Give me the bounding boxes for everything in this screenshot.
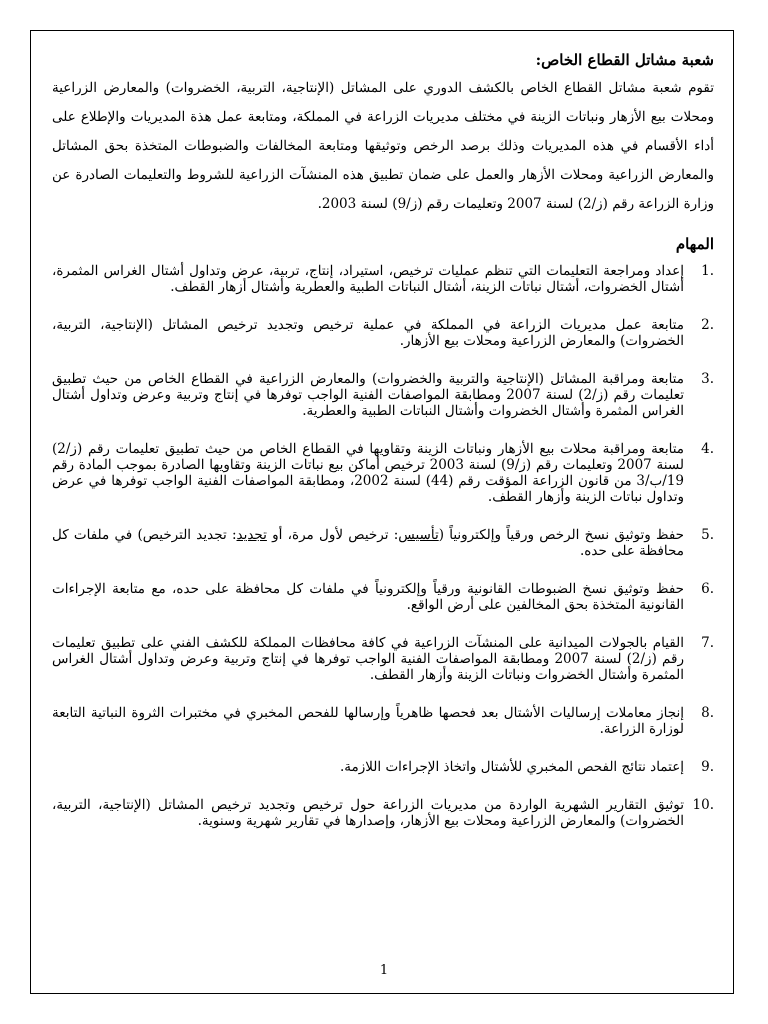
section-title: شعبة مشاتل القطاع الخاص: [535,51,714,69]
task-number: 4. [701,441,714,457]
task-text-part: : تجديد الترخيص) في ملفات كل محافظة على حده. [52,527,684,559]
task-item-3 [52,371,714,419]
task-number: 9. [701,759,714,775]
task-item-2 [52,317,714,349]
task-text: إنجاز معاملات إرساليات الأشتال بعد فحصها ظاهرياً وإرسالها للفحص المخبري في مختبرات الثروة النباتية التابعة لوزارة الزراعة. [52,705,684,737]
task-text: متابعة ومراقبة المشاتل (الإنتاجية والتربية والخضروات) والمعارض الزراعية في القطاع الخاص من حيث تطبيق تعليمات رقم (ز/2) لسنة 2007 ومطابقة المواصفات الفنية الواجب توفرها في إنتاج وتربية وعرض وتداول أشتال الغراس المثمرة وأشتال الخضروات وأشتال النباتات الطبية والعطرية. [52,371,684,419]
task-number: 2. [701,317,714,333]
task-item-6 [52,581,714,613]
task-number: 1. [701,263,714,279]
task-number: 7. [701,635,714,651]
task-item-1 [52,263,714,295]
task-text: إعداد ومراجعة التعليمات التي تنظم عمليات ترخيص، استيراد، إنتاج، تربية، عرض وتداول أشتال الغراس المثمرة، أشتال الخضروات، أشتال نباتات الزينة، أشتال النباتات الطبية والعطرية وأشتال أزهار القطف. [52,263,684,295]
term-establish: تأسيس [398,527,439,543]
task-number: 5. [701,527,714,543]
task-text: توثيق التقارير الشهرية الواردة من مديريات الزراعة حول ترخيص وتجديد ترخيص المشاتل (الإنتاجية، التربية، الخضروات) والمعارض الزراعية ومحلات بيع الأزهار، وإصدارها في تقارير شهرية وسنوية. [52,797,684,829]
task-text: القيام بالجولات الميدانية على المنشآت الزراعية في كافة محافظات المملكة للكشف الفني على تطبيق تعليمات رقم (ز/2) لسنة 2007 ومطابقة المواصفات الفنية الواجب توفرها في إنتاج وتربية وعرض وتداول أشتال الغراس المثمرة وأشتال الخضروات ونباتات الزينة وأزهار القطف. [52,635,684,683]
task-text: متابعة عمل مديريات الزراعة في المملكة في عملية ترخيص وتجديد ترخيص المشاتل (الإنتاجية، التربية، الخضروات) والمعارض الزراعية ومحلات بيع الأزهار. [52,317,684,349]
task-number: 10. [692,797,714,813]
task-item-5 [52,527,714,559]
intro-paragraph: تقوم شعبة مشاتل القطاع الخاص بالكشف الدوري على المشاتل (الإنتاجية، التربية، الخضروات) والمعارض الزراعية ومحلات بيع الأزهار ونباتات الزينة في مختلف مديريات الزراعة في المملكة، ومتابعة عمل هذة المديريات والإطلاع على أداء الأقسام في هذه المديريات وذلك برصد الرخص وتوثيقها ومتابعة المخالفات والضبوطات المتخذة بحق المشاتل والمعارض الزراعية ومحلات الأزهار والعمل على ضمان تطبيق هذه المنشآت الزراعية للشروط والتعليمات الصادرة عن وزارة الزراعة رقم (ز/2) لسنة 2007 وتعليمات رقم (ز/9) لسنة 2003. [52,80,714,212]
document-body [52,48,714,851]
task-text-part: : ترخيص لأول مرة، أو [266,527,399,543]
task-item-10 [52,797,714,829]
task-item-4 [52,441,714,505]
task-item-9 [52,759,714,775]
task-number: 6. [701,581,714,597]
task-text: متابعة ومراقبة محلات بيع الأزهار ونباتات الزينة وتقاويها في القطاع الخاص من حيث تطبيق تعليمات رقم (ز/2) لسنة 2007 وتعليمات رقم (ز/9) لسنة 2003 ترخيص أماكن بيع نباتات الزينة وتقاويها الصادرة بموجب المادة رقم 19/ب/3 من قانون الزراعة المؤقت رقم (44) لسنة 2002، ومطابقة المواصفات الفنية الواجب توفرها في عرض وتداول نباتات الزينة وأزهار القطف. [52,441,684,505]
task-number: 8. [701,705,714,721]
task-text [52,527,684,559]
task-text: حفظ وتوثيق نسخ الضبوطات القانونية ورقياً وإلكترونياً في ملفات كل محافظة على حده، مع متابعة الإجراءات القانونية المتخذة بحق المخالفين على أرض الواقع. [52,581,684,613]
task-list [52,263,714,829]
task-item-7 [52,635,714,683]
task-text-part: حفظ وتوثيق نسخ الرخص ورقياً وإلكترونياً ( [438,527,684,543]
tasks-heading: المهام [675,235,714,253]
task-number: 3. [701,371,714,387]
task-item-8 [52,705,714,737]
task-text: إعتماد نتائج الفحص المخبري للأشتال واتخاذ الإجراءات اللازمة. [339,759,684,775]
term-renew: تجديد [236,527,267,543]
page-number: 1 [379,963,389,978]
